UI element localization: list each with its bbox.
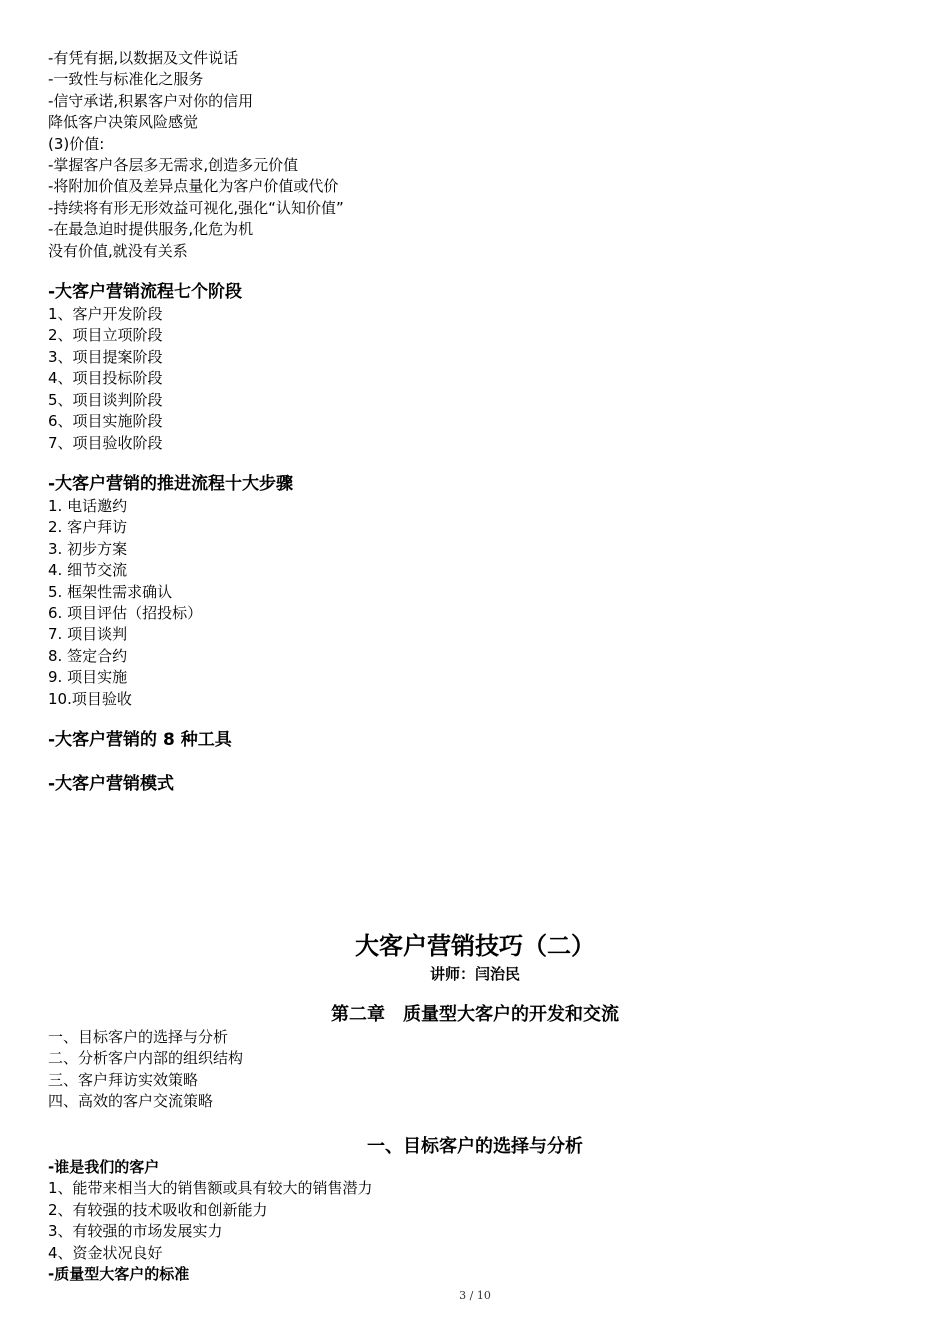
list-item: 3、有较强的市场发展实力 [48,1222,223,1241]
who-heading: -谁是我们的客户 [48,1158,160,1176]
list-item: 6、项目实施阶段 [48,412,163,431]
document-title: 大客户营销技巧（二） [355,932,595,960]
text-line: -将附加价值及差异点量化为客户价值或代价 [48,177,339,196]
list-item: 2、有较强的技术吸收和创新能力 [48,1200,268,1219]
outline-item: 一、目标客户的选择与分析 [48,1028,229,1046]
list-item: 4. 细节交流 [48,561,128,580]
stages-list [48,304,908,454]
lecturer-line: 讲师：闫治民 [429,965,520,983]
list-item: 7. 项目谈判 [48,625,128,644]
list-item: 8. 签定合约 [48,646,128,665]
tools-heading: -大客户营销的 8 种工具 [48,729,232,750]
list-item: 5. 框架性需求确认 [48,582,173,601]
list-item: 3、项目提案阶段 [48,347,163,366]
list-item: 3. 初步方案 [48,539,128,558]
list-item: 1. 电话邀约 [48,496,128,515]
list-item: 4、项目投标阶段 [48,369,163,388]
list-item: 2、项目立项阶段 [48,326,163,345]
text-line: -有凭有据,以数据及文件说话 [48,49,239,67]
steps-heading: -大客户营销的推进流程十大步骤 [48,473,294,494]
text-line: -持续将有形无形效益可视化,强化“认知价值” [48,198,344,217]
list-item: 5、项目谈判阶段 [48,390,163,409]
list-item: 7、项目验收阶段 [48,433,163,452]
value-points-list [48,48,908,262]
list-item: 9. 项目实施 [48,668,128,687]
list-item: 2. 客户拜访 [48,518,128,537]
outline-item: 三、客户拜访实效策略 [48,1070,199,1089]
text-line: -掌握客户各层多无需求,创造多元价值 [48,156,299,175]
list-item: 1、客户开发阶段 [48,305,163,324]
list-item: 4、资金状况良好 [48,1243,163,1262]
text-line: (3)价值: [48,134,105,153]
outline-item: 二、分析客户内部的组织结构 [48,1049,244,1068]
list-item: 10.项目验收 [48,689,132,708]
standard-heading: -质量型大客户的标准 [48,1265,190,1284]
stages-heading: -大客户营销流程七个阶段 [48,282,243,303]
steps-list [48,496,908,710]
section-title: 一、目标客户的选择与分析 [367,1136,583,1157]
text-line: 降低客户决策风险感觉 [48,113,199,132]
section-body [48,1157,908,1285]
page-number: 3 / 10 [459,1289,491,1302]
document-body [48,48,908,796]
outline-item: 四、高效的客户交流策略 [48,1092,214,1111]
list-item: 1、能带来相当大的销售额或具有较大的销售潜力 [48,1179,373,1198]
mode-heading: -大客户营销模式 [48,773,175,794]
chapter-title: 第二章 质量型大客户的开发和交流 [331,1004,619,1025]
text-line: -在最急迫时提供服务,化危为机 [48,220,254,239]
text-line: -一致性与标准化之服务 [48,70,204,89]
chapter-outline [48,1027,908,1113]
list-item: 6. 项目评估（招投标） [48,603,203,622]
text-line: -信守承诺,积累客户对你的信用 [48,91,254,110]
text-line: 没有价值,就没有关系 [48,241,188,260]
